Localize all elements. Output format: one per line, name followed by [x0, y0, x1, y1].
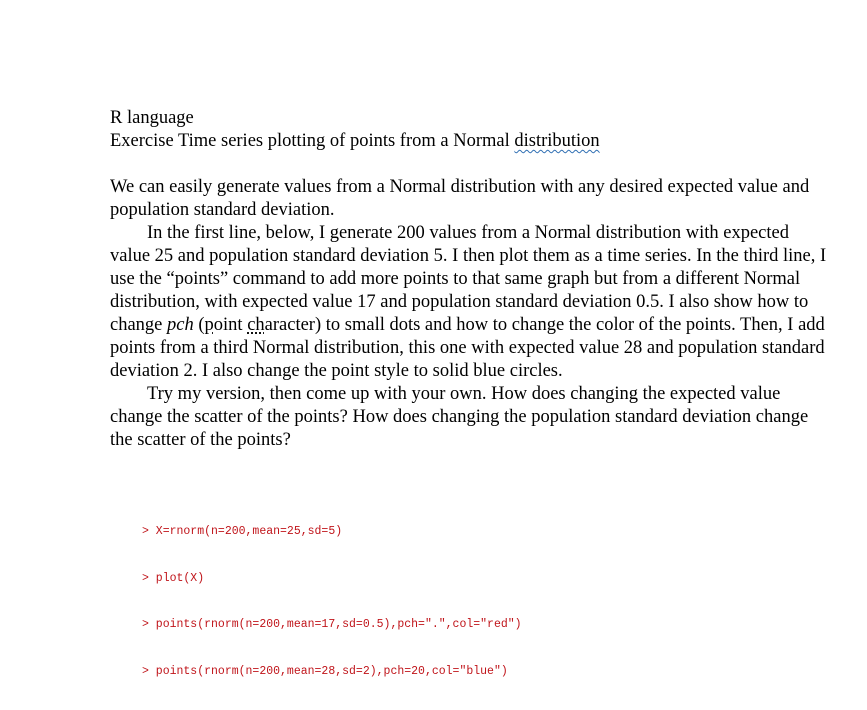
code-line: > plot(X): [142, 571, 205, 585]
document-body: [110, 107, 830, 452]
doc-subtitle-text: Exercise Time series plotting of points from a Normal: [110, 131, 515, 151]
pch-term: pch: [167, 315, 194, 335]
underlined-p: p: [204, 315, 214, 335]
paragraph-explanation-rest: aracter) to small dots and how to change the color of the points. Then, I add points from a third Normal distribution, this one with expected value 28 and population standard deviation 2. I also change the point style to solid blue circles.: [110, 315, 825, 381]
paren-open: (: [193, 315, 205, 335]
doc-subtitle: [110, 130, 830, 153]
blank-line: [110, 153, 830, 176]
r-code-block: [142, 493, 522, 710]
paragraph-explanation: [110, 222, 830, 383]
code-line: > points(rnorm(n=200,mean=17,sd=0.5),pch=".",col="red"): [142, 618, 522, 631]
paragraph-explanation-text: In the first line, below, I generate 200 values from a Normal distribution with expected value 25 and population standard deviation 5. I then plot them as a time series. In the third line, I use the “points” command to add more points to that same graph but from a different Normal distribution, with expected value 17 and population standard deviation 0.5. I also show how to change: [110, 223, 827, 335]
doc-title: R language: [110, 108, 194, 128]
underlined-ch: ch: [247, 315, 265, 335]
paragraph-intro: We can easily generate values from a Normal distribution with any desired expected value and population standard deviation.: [110, 177, 810, 220]
paragraph-try: Try my version, then come up with your own. How does changing the expected value change the scatter of the points? How does changing the population standard deviation change the scatter of the points?: [110, 384, 809, 450]
oint-text: oint: [213, 315, 248, 335]
code-line: > X=rnorm(n=200,mean=25,sd=5): [142, 525, 343, 538]
code-line: > points(rnorm(n=200,mean=28,sd=2),pch=20,col="blue"): [142, 664, 508, 678]
spellcheck-marked-word: distribution: [514, 131, 600, 151]
